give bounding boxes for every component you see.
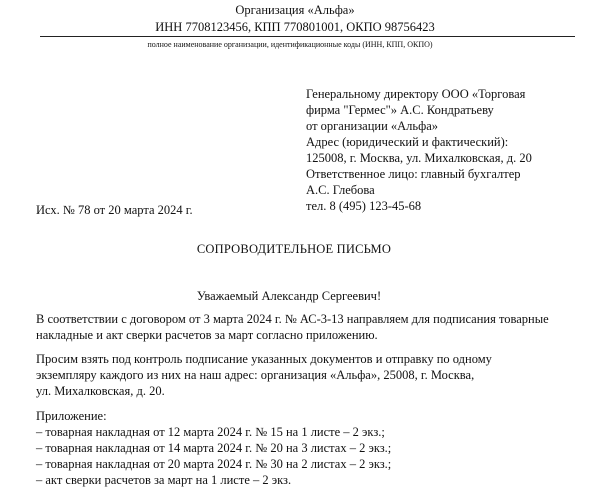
addressee-line: Ответственное лицо: главный бухгалтер bbox=[306, 167, 521, 181]
attachment-item: – товарная накладная от 14 марта 2024 г. № 20 на 3 листах – 2 экз.; bbox=[36, 441, 392, 455]
attachment-heading: Приложение: bbox=[36, 409, 107, 423]
letter-title: СОПРОВОДИТЕЛЬНОЕ ПИСЬМО bbox=[196, 242, 392, 256]
addressee-line: Генеральному директору ООО «Торговая bbox=[306, 87, 526, 101]
attachment-item: – товарная накладная от 12 марта 2024 г. № 15 на 1 листе – 2 экз.; bbox=[36, 425, 385, 439]
addressee-line: 125008, г. Москва, ул. Михалковская, д. 20 bbox=[306, 151, 532, 165]
addressee-line: А.С. Глебова bbox=[306, 183, 375, 197]
paragraph-line: ул. Михалковская, д. 20. bbox=[36, 384, 165, 398]
addressee-block bbox=[306, 86, 532, 214]
organization-codes: ИНН 7708123456, КПП 770801001, ОКПО 98756423 bbox=[155, 20, 435, 34]
addressee-line: от организации «Альфа» bbox=[306, 119, 439, 133]
attachment-list bbox=[36, 408, 391, 488]
addressee-line: тел. 8 (495) 123-45-68 bbox=[306, 199, 422, 213]
header-rule bbox=[40, 36, 575, 37]
addressee-line: Адрес (юридический и фактический): bbox=[306, 135, 509, 149]
paragraph-line: Просим взять под контроль подписание указанных документов и отправку по одному bbox=[36, 352, 492, 366]
paragraph-line: В соответствии с договором от 3 марта 2024 г. № АС-3-13 направляем для подписания товарные bbox=[36, 312, 549, 326]
body-paragraph-2 bbox=[36, 351, 492, 399]
addressee-line: фирма "Гермес"» А.С. Кондратьеву bbox=[306, 103, 494, 117]
header-caption: полное наименование организации, идентификационные коды (ИНН, КПП, ОКПО) bbox=[147, 40, 433, 49]
attachment-item: – товарная накладная от 20 марта 2024 г. № 30 на 2 листах – 2 экз.; bbox=[36, 457, 392, 471]
paragraph-line: накладные и акт сверки расчетов за март согласно приложению. bbox=[36, 328, 378, 342]
greeting: Уважаемый Александр Сергеевич! bbox=[196, 289, 382, 303]
outgoing-number: Исх. № 78 от 20 марта 2024 г. bbox=[36, 203, 193, 217]
body-paragraph-1 bbox=[36, 311, 549, 343]
attachment-item: – акт сверки расчетов за март на 1 листе – 2 экз. bbox=[36, 473, 292, 487]
organization-name: Организация «Альфа» bbox=[235, 3, 355, 17]
paragraph-line: экземпляру каждого из них на наш адрес: организация «Альфа», 25008, г. Москва, bbox=[36, 368, 475, 382]
